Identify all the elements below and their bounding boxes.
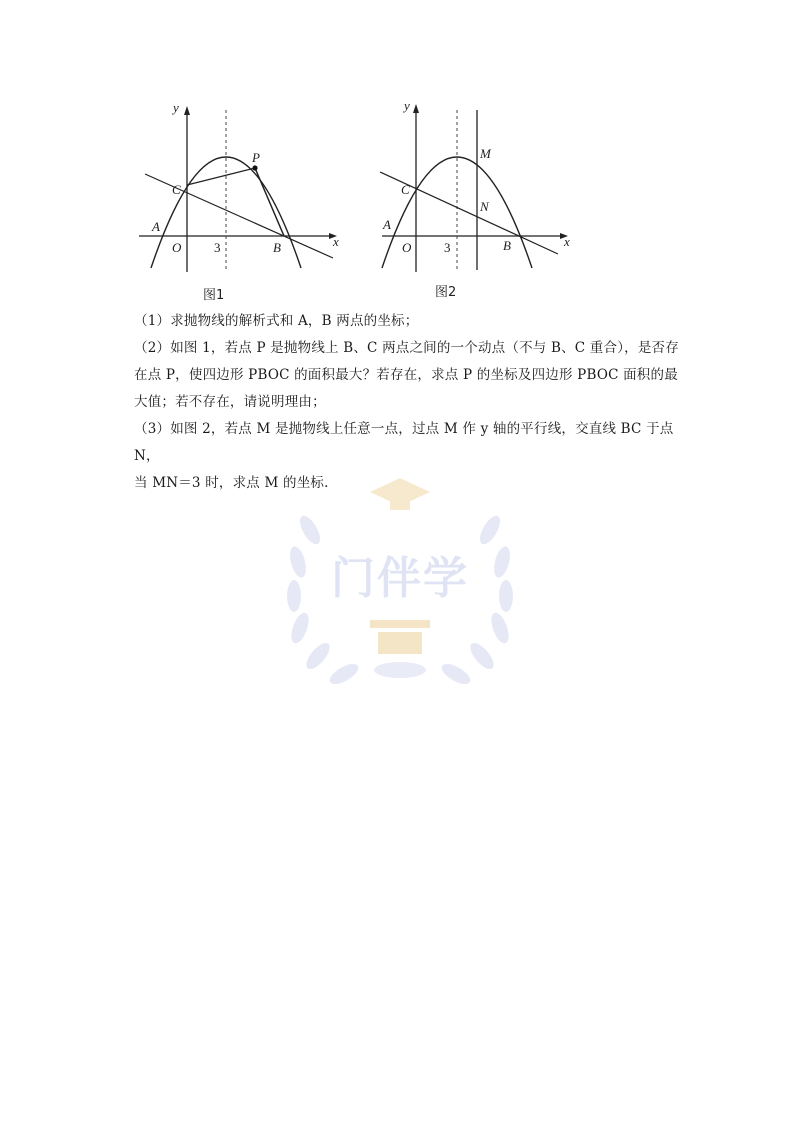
label-c: C <box>172 182 181 197</box>
label-y: y <box>404 98 410 113</box>
label-o: O <box>402 240 412 255</box>
question-3-line-2: 当 MN＝3 时，求点 M 的坐标. <box>134 475 329 491</box>
label-x: x <box>564 234 570 249</box>
laurel-watermark-icon <box>270 470 530 700</box>
question-1: （1）求抛物线的解析式和 A，B 两点的坐标； <box>134 313 419 329</box>
question-2-line-2: 在点 P，使四边形 PBOC 的面积最大？若存在，求点 P 的坐标及四边形 PBOC 面积的最 <box>134 367 678 383</box>
figure-1-graph <box>135 96 345 278</box>
figure-2-caption: 图2 <box>435 285 457 300</box>
segment-pb <box>255 168 284 236</box>
watermark-logo <box>270 470 530 700</box>
label-c: C <box>401 182 410 197</box>
figure-2-graph <box>378 96 578 278</box>
label-x: x <box>333 234 339 249</box>
label-three: 3 <box>214 240 221 255</box>
segment-cp <box>187 168 255 185</box>
label-n: N <box>480 199 489 214</box>
label-p: P <box>252 150 260 165</box>
question-2-line-3: 大值；若不存在，请说明理由； <box>134 394 326 410</box>
label-a: A <box>152 219 160 234</box>
label-three: 3 <box>444 240 451 255</box>
label-o: O <box>172 240 182 255</box>
point-p-dot <box>252 165 257 170</box>
label-b: B <box>503 238 511 253</box>
label-y: y <box>173 100 179 115</box>
y-axis-arrow-icon <box>413 104 419 113</box>
question-2-line-1: （2）如图 1，若点 P 是抛物线上 B、C 两点之间的一个动点（不与 B、C 重合），是否存 <box>134 340 679 356</box>
figure-1-caption: 图1 <box>203 288 225 303</box>
figure-1 <box>135 96 345 278</box>
watermark-text: 门伴学 <box>331 553 469 604</box>
label-b: B <box>273 240 281 255</box>
question-text <box>134 308 684 497</box>
label-m: M <box>480 146 491 161</box>
y-axis-arrow-icon <box>184 106 190 115</box>
question-3-line-1: （3）如图 2，若点 M 是抛物线上任意一点，过点 M 作 y 轴的平行线，交直线 BC 于点 N， <box>134 421 674 464</box>
label-a: A <box>383 217 391 232</box>
figure-2 <box>378 96 578 278</box>
